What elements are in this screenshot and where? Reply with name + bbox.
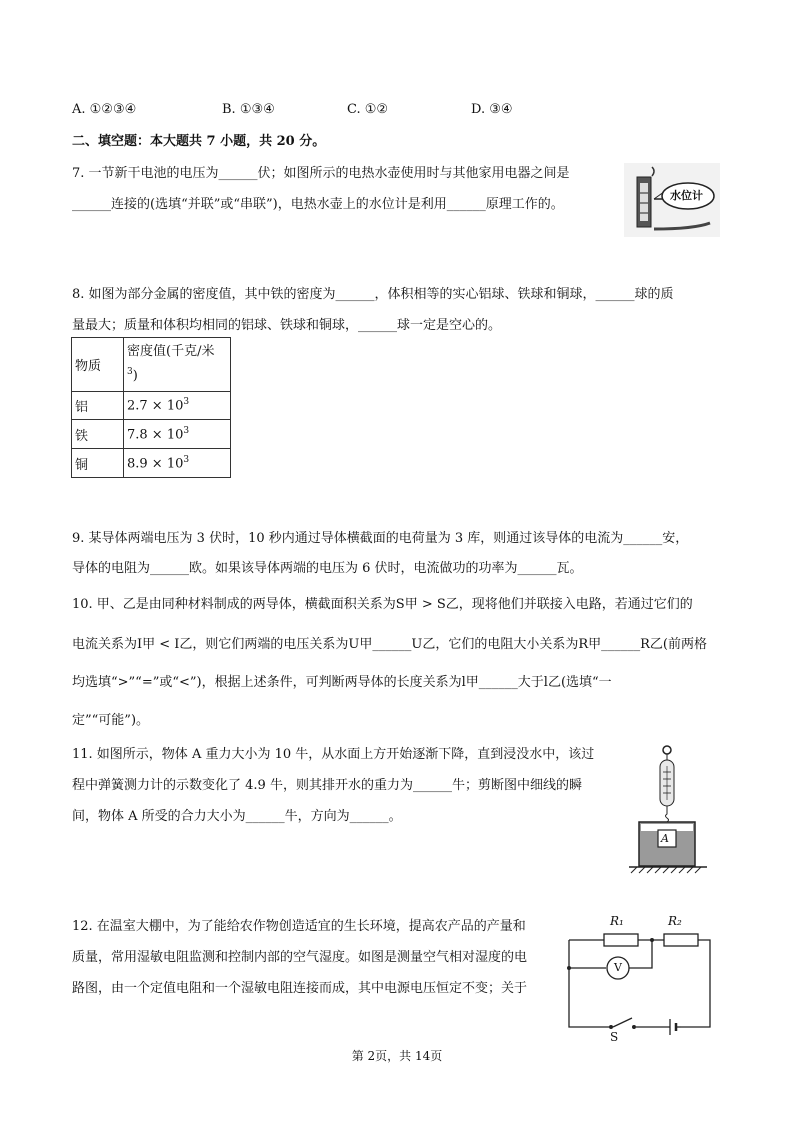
option-c: C. ①②	[347, 102, 389, 117]
table-header-material: 物质	[72, 338, 124, 392]
q8-line1: 8. 如图为部分金属的密度值，其中铁的密度为______，体积相等的实心铝球、铁球和铜球，______球的质	[72, 287, 674, 302]
density-table	[71, 337, 231, 478]
table-cell-density: $8.9 \times 10^3$	[124, 449, 231, 478]
q11-line2: 程中弹簧测力计的示数变化了 4.9 牛，则其排开水的重力为______牛；剪断图中细线的瞬	[72, 778, 582, 793]
table-cell-material: 铜	[72, 449, 124, 478]
q8-line2: 量最大；质量和体积均相同的铝球、铁球和铜球，______球一定是空心的。	[72, 318, 502, 333]
q12-line1: 12. 在温室大棚中，为了能给农作物创造适宜的生长环境，提高农产品的产量和	[72, 919, 526, 934]
q10-line2: 电流关系为I甲 < I乙，则它们两端的电压关系为U甲______U乙，它们的电阻大小关系为R甲______R乙(前两格	[72, 637, 707, 652]
q10-line1: 10. 甲、乙是由同种材料制成的两导体，横截面积关系为S甲 > S乙，现将他们并联接入电路，若通过它们的	[72, 597, 693, 612]
switch-label: S	[610, 1030, 619, 1044]
table-cell-material: 铁	[72, 420, 124, 449]
q9-line1: 9. 某导体两端电压为 3 伏时，10 秒内通过导体横截面的电荷量为 3 库，则通过该导体的电流为______安，	[72, 531, 689, 546]
table-row	[72, 449, 231, 478]
circuit-diagram	[564, 910, 714, 1046]
q7-line2: ______连接的(选填“并联”或“串联”)，电热水壶上的水位计是利用______原理工作的。	[72, 197, 564, 212]
table-cell-density: $7.8 \times 10^3$	[124, 420, 231, 449]
table-cell-material: 铝	[72, 392, 124, 420]
r1-label: R₁	[610, 914, 624, 928]
q7-line1: 7. 一节新干电池的电压为______伏；如图所示的电热水壶使用时与其他家用电器之间是	[72, 166, 570, 181]
q11-line3: 间，物体 A 所受的合力大小为______牛，方向为______。	[72, 809, 402, 824]
table-cell-density: $2.7 \times 10^3$	[124, 392, 231, 420]
option-b: B. ①③④	[222, 102, 275, 117]
q12-line3: 路图，由一个定值电阻和一个湿敏电阻连接而成，其中电源电压恒定不变；关于	[72, 981, 528, 996]
r2-label: R₂	[668, 914, 682, 928]
q9-line2: 导体的电阻为______欧。如果该导体两端的电压为 6 伏时，电流做功的功率为______瓦。	[72, 561, 583, 576]
section-title: 二、填空题：本大题共 7 小题，共 20 分。	[72, 134, 326, 149]
q10-line4: 定”“可能”)。	[72, 713, 150, 728]
q12-line2: 质量，常用湿敏电阻监测和控制内部的空气湿度。如图是测量空气相对湿度的电	[72, 950, 528, 965]
water-gauge-label: 水位计	[670, 189, 703, 202]
q11-line1: 11. 如图所示，物体 A 重力大小为 10 牛，从水面上方开始逐渐下降，直到浸没水中，该过	[72, 747, 595, 762]
voltmeter-label: V	[614, 961, 622, 974]
page-number: 第 2页，共 14页	[351, 1049, 443, 1063]
option-d: D. ③④	[471, 102, 513, 117]
option-a: A. ①②③④	[72, 102, 137, 117]
table-row	[72, 392, 231, 420]
q10-line3: 均选填“>”“=”或“<”)，根据上述条件，可判断两导体的长度关系为l甲______大于l乙(选填“一	[72, 675, 612, 690]
table-header-density: 密度值(千克/米 $^3$)	[124, 338, 231, 392]
block-a-label: A	[661, 832, 669, 845]
spring-scale-figure	[627, 742, 711, 874]
table-row	[72, 420, 231, 449]
